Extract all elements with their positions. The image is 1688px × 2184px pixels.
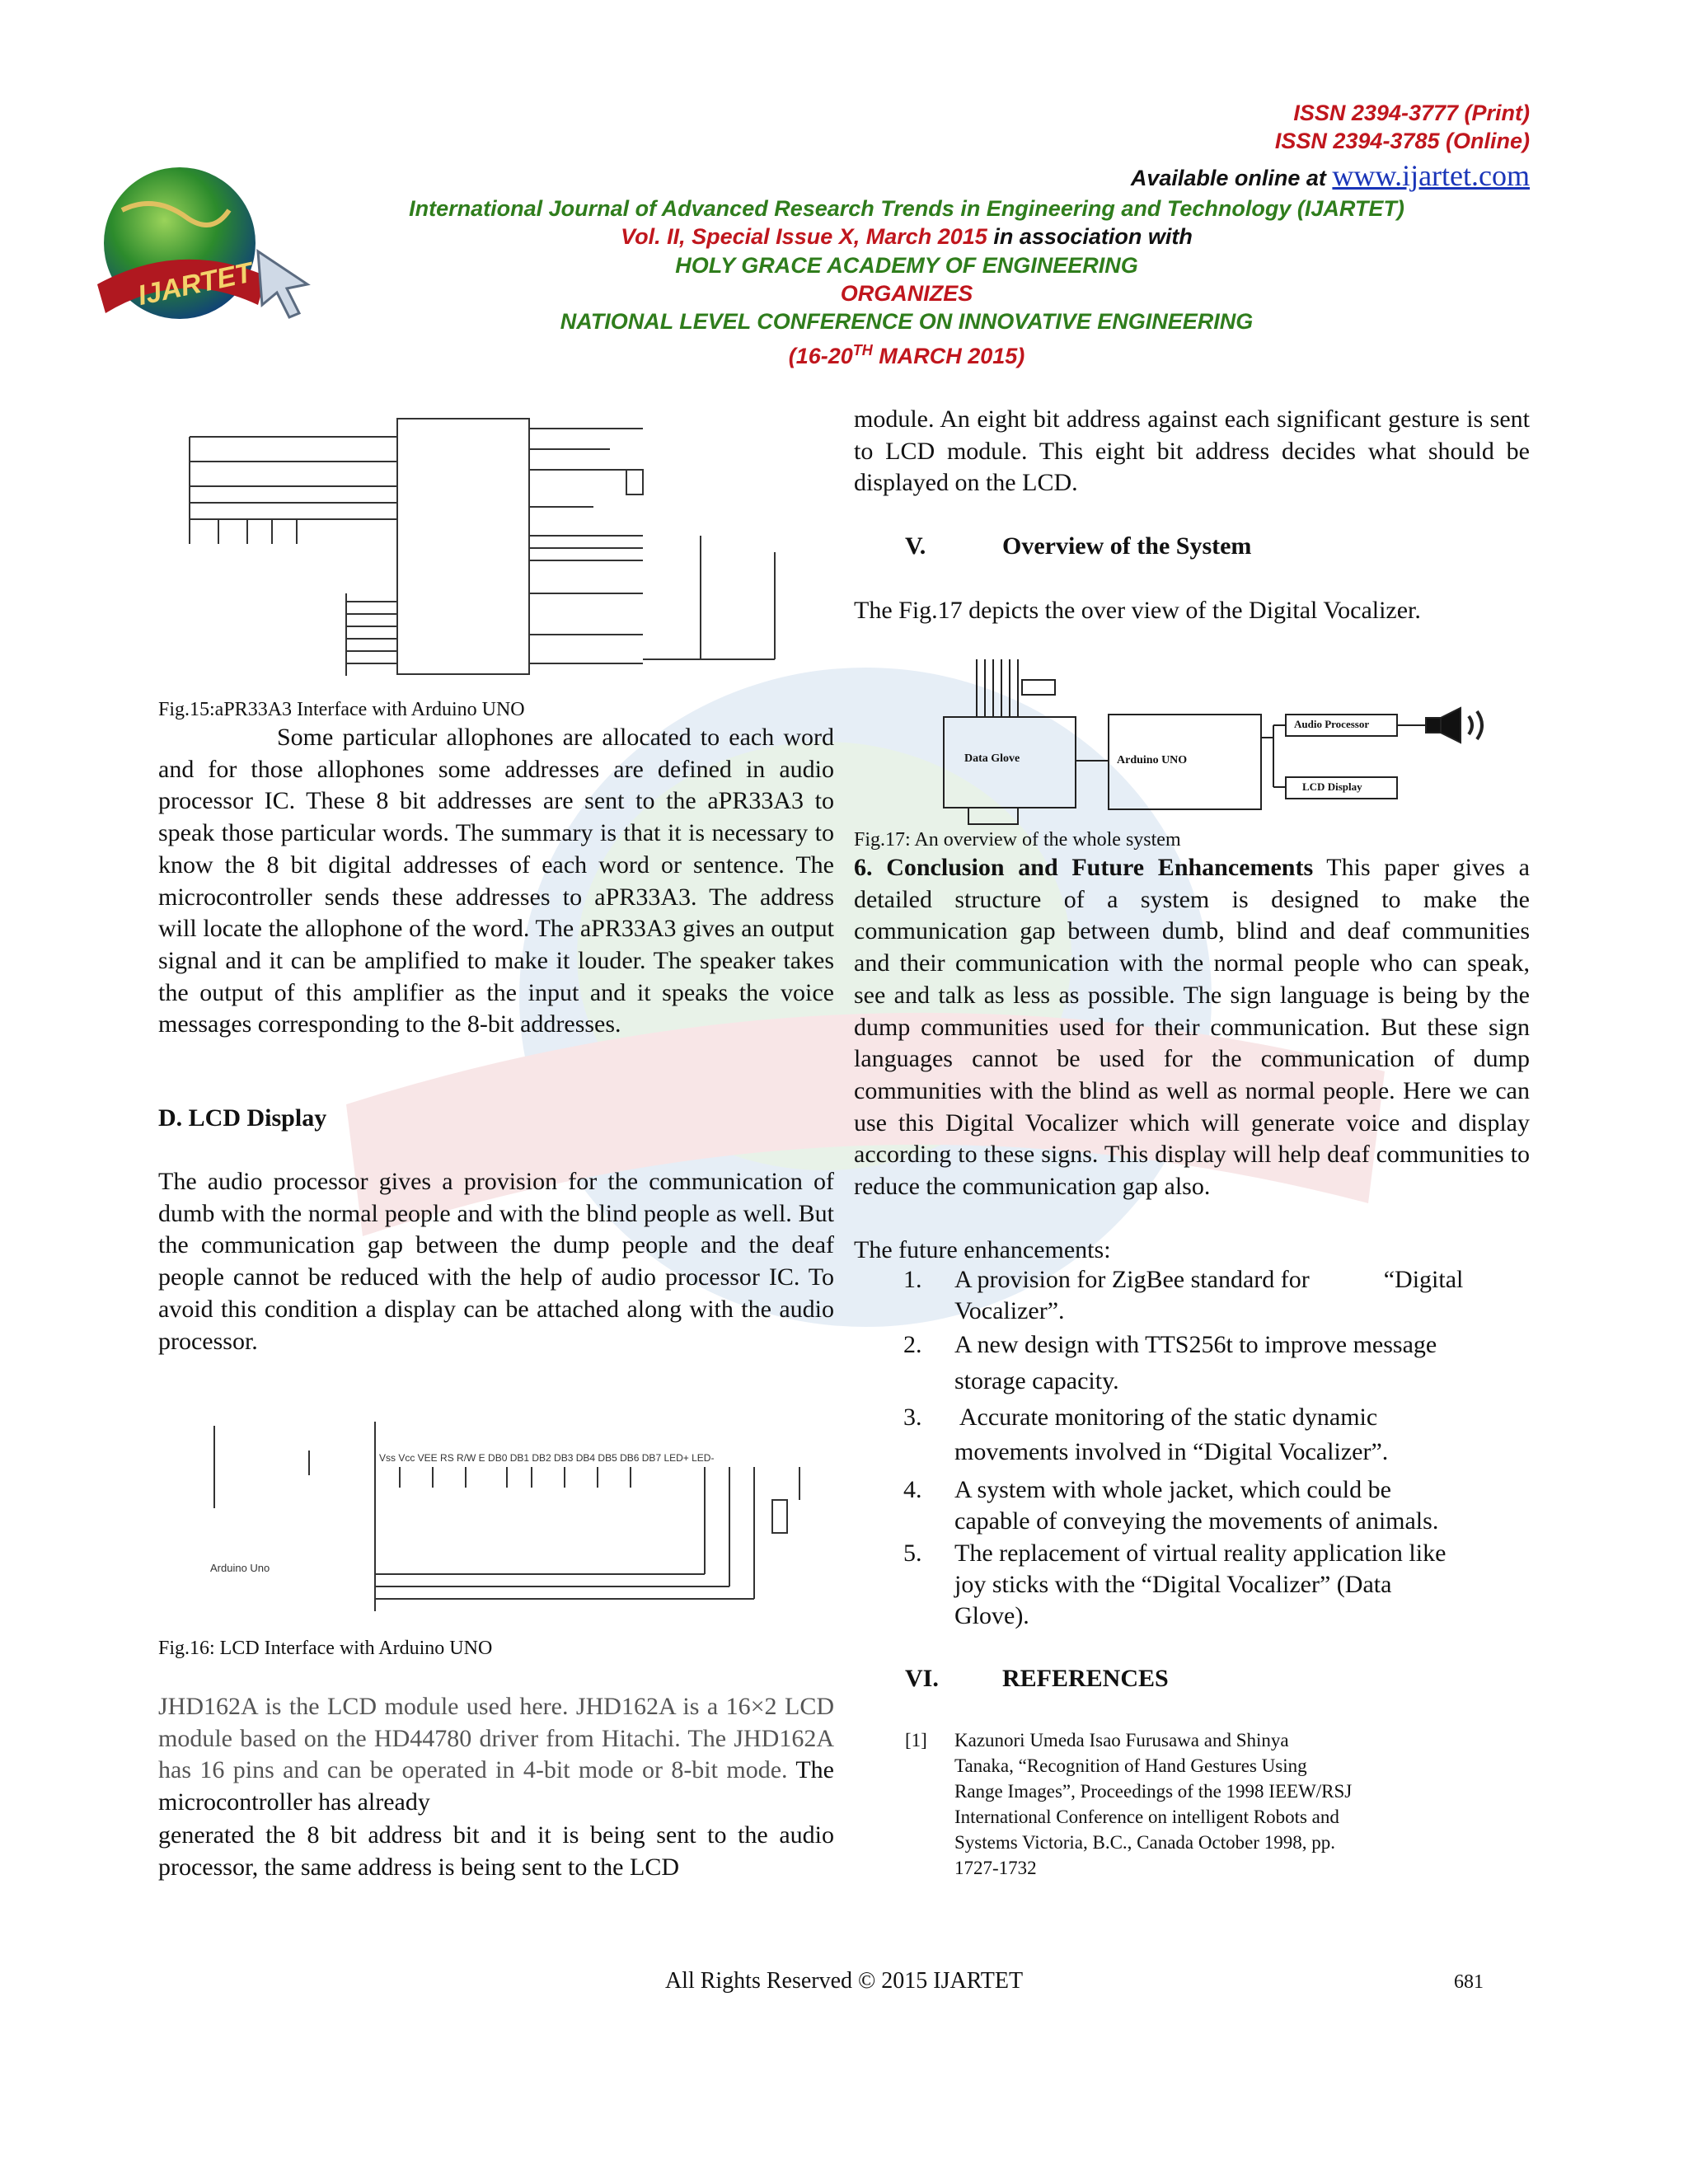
enhancement-line: A system with whole jacket, which could be <box>954 1476 1391 1503</box>
left-paragraph-3 <box>158 1691 834 1819</box>
enhancement-line: A provision for ZigBee standard for “Digital <box>954 1266 1464 1293</box>
volume-issue: Vol. II, Special Issue X, March 2015 <box>621 224 987 249</box>
svg-text:IJARTET: IJARTET <box>134 256 256 312</box>
fig15-caption: Fig.15:aPR33A3 Interface with Arduino UNO <box>158 699 525 720</box>
enhancement-line: storage capacity. <box>954 1367 1119 1394</box>
reference-line: Tanaka, “Recognition of Hand Gestures Using <box>954 1755 1307 1776</box>
right-paragraph-top-text: module. An eight bit address against each significant gesture is sent to LCD module. This eight bit address decides what should be displayed on the LCD. <box>854 405 1530 497</box>
references-heading: REFERENCES <box>1002 1665 1169 1692</box>
conference-dates <box>247 336 1566 370</box>
enhancement-line: Vocalizer”. <box>954 1297 1065 1324</box>
page-number: 681 <box>1454 1971 1484 1993</box>
left-paragraph-2 <box>158 1166 834 1357</box>
reference-1 <box>954 1727 1531 1881</box>
enhancement-number: 5. <box>903 1540 922 1567</box>
volume-line <box>247 223 1566 251</box>
enhancement-line: movements involved in “Digital Vocalizer”. <box>954 1438 1389 1465</box>
enhancement-line: The replacement of virtual reality application like <box>954 1540 1447 1567</box>
enhancement-number: 1. <box>903 1266 922 1293</box>
fig16-caption: Fig.16: LCD Interface with Arduino UNO <box>158 1638 493 1659</box>
fig17-caption: Fig.17: An overview of the whole system <box>854 829 1181 851</box>
dates-suffix: MARCH 2015) <box>872 344 1025 368</box>
organizes-label: ORGANIZES <box>840 281 973 306</box>
enhancement-line: A new design with TTS256t to improve message <box>954 1331 1437 1358</box>
fig17-diagram <box>940 655 1500 828</box>
footer-rights: All Rights Reserved © 2015 IJARTET <box>664 1968 1024 1994</box>
association-text: in association with <box>987 224 1193 249</box>
enhancement-line: joy sticks with the “Digital Vocalizer” (Data <box>954 1571 1392 1598</box>
fig17-lcd-display: LCD Display <box>1302 780 1362 793</box>
reference-line: 1727-1732 <box>954 1858 1037 1878</box>
available-online <box>742 158 1530 193</box>
enhancement-line: capable of conveying the movements of animals. <box>954 1507 1439 1535</box>
fig16-arduino-label: Arduino Uno <box>210 1562 270 1574</box>
left-paragraph-1 <box>158 722 834 1041</box>
section-6-paragraph <box>854 852 1530 1203</box>
left-paragraph-4 <box>158 1820 834 1883</box>
reference-1-number: [1] <box>905 1730 927 1750</box>
available-label: Available online at <box>1130 166 1333 190</box>
enhancement-line: Glove). <box>954 1602 1029 1629</box>
reference-line: Kazunori Umeda Isao Furusawa and Shinya <box>954 1730 1289 1750</box>
fig16-schematic <box>185 1418 845 1624</box>
section-6b-number: VI. <box>905 1665 939 1692</box>
reference-line: Systems Victoria, B.C., Canada October 1998, pp. <box>954 1832 1335 1853</box>
fig17-intro: The Fig.17 depicts the over view of the Digital Vocalizer. <box>854 597 1421 624</box>
conference-name: NATIONAL LEVEL CONFERENCE ON INNOVATIVE ENGINEERING <box>560 309 1254 334</box>
reference-line: International Conference on intelligent Robots and <box>954 1807 1339 1827</box>
dates-superscript: TH <box>852 342 873 359</box>
left-paragraph-1-text: Some particular allophones are allocated to each word and for those allophones some addresses are defined in audio processor IC. These 8 bit addresses are sent to the aPR33A3 to speak those particular words. The summary is that it is necessary to know the 8 bit digital addresses of each word or sentence. The microcontroller sends these addresses to aPR33A3. The address will locate the allophone of the word. The aPR33A3 gives an output signal and it can be amplified to make it louder. The speaker takes the output of this amplifier as the input and it speaks the voice messages corresponding to the 8-bit addresses. <box>158 724 834 1038</box>
left-paragraph-4-text: generated the 8 bit address bit and it is being sent to the audio processor, the same address is being sent to the LCD <box>158 1821 834 1881</box>
fig17-audio-processor: Audio Processor <box>1294 718 1370 730</box>
enhancement-number: 2. <box>903 1331 922 1358</box>
journal-title: International Journal of Advanced Research Trends in Engineering and Technology (IJARTET) <box>409 196 1404 221</box>
fig17-arduino: Arduino UNO <box>1117 754 1188 766</box>
issn-print: ISSN 2394-3777 (Print) <box>1293 101 1530 125</box>
section-5-title: Overview of the System <box>1002 532 1252 560</box>
issn-online: ISSN 2394-3785 (Online) <box>1274 129 1530 153</box>
lcd-display-heading: D. LCD Display <box>158 1104 327 1132</box>
enhancement-line: Accurate monitoring of the static dynamic <box>954 1404 1378 1431</box>
reference-line: Range Images”, Proceedings of the 1998 IEEW/RSJ <box>954 1781 1353 1802</box>
left-paragraph-3-text: JHD162A is the LCD module used here. JHD162A is a 16×2 LCD module based on the HD44780 driver from Hitachi. The JHD162A has 16 pins and can be operated in 4-bit mode or 8-bit mode. <box>158 1693 834 1784</box>
enhancement-number: 3. <box>903 1404 922 1431</box>
left-paragraph-3b-text: The microcontroller has already <box>158 1756 834 1816</box>
fig17-data-glove: Data Glove <box>964 752 1020 765</box>
future-enhancements-label: The future enhancements: <box>854 1236 1111 1263</box>
academy-name: HOLY GRACE ACADEMY OF ENGINEERING <box>675 253 1138 278</box>
section-6-body: This paper gives a detailed structure of a system is designed to make the communication gap between dumb, blind and deaf communities and their communication with the normal people who can speak, see and talk as less as possible. The sign language is being by the dump communities used for their communication. But these sign languages cannot be used for the communication of dump communities with the blind as well as normal people. Here we can use this Digital Vocalizer which will generate voice and display according to these signs. This display will help deaf communities to reduce the communication gap also. <box>854 854 1530 1201</box>
left-paragraph-2-text: The audio processor gives a provision for the communication of dumb with the normal people and with the blind people as well. But the communication gap between the dump people and the deaf people cannot be reduced with the help of audio processor IC. To avoid this condition a display can be attached along with the audio processor. <box>158 1168 834 1355</box>
section-6-title: 6. Conclusion and Future Enhancements <box>854 854 1314 881</box>
fig15-schematic <box>181 404 791 684</box>
journal-url-link[interactable]: www.ijartet.com <box>1332 159 1530 192</box>
dates-prefix: (16-20 <box>788 344 853 368</box>
section-5-number: V. <box>905 532 926 560</box>
fig16-pin-labels: Vss Vcc VEE RS R/W E DB0 DB1 DB2 DB3 DB4 DB5 DB6 DB7 LED+ LED- <box>379 1452 715 1464</box>
right-paragraph-top <box>854 404 1530 499</box>
enhancement-number: 4. <box>903 1476 922 1503</box>
